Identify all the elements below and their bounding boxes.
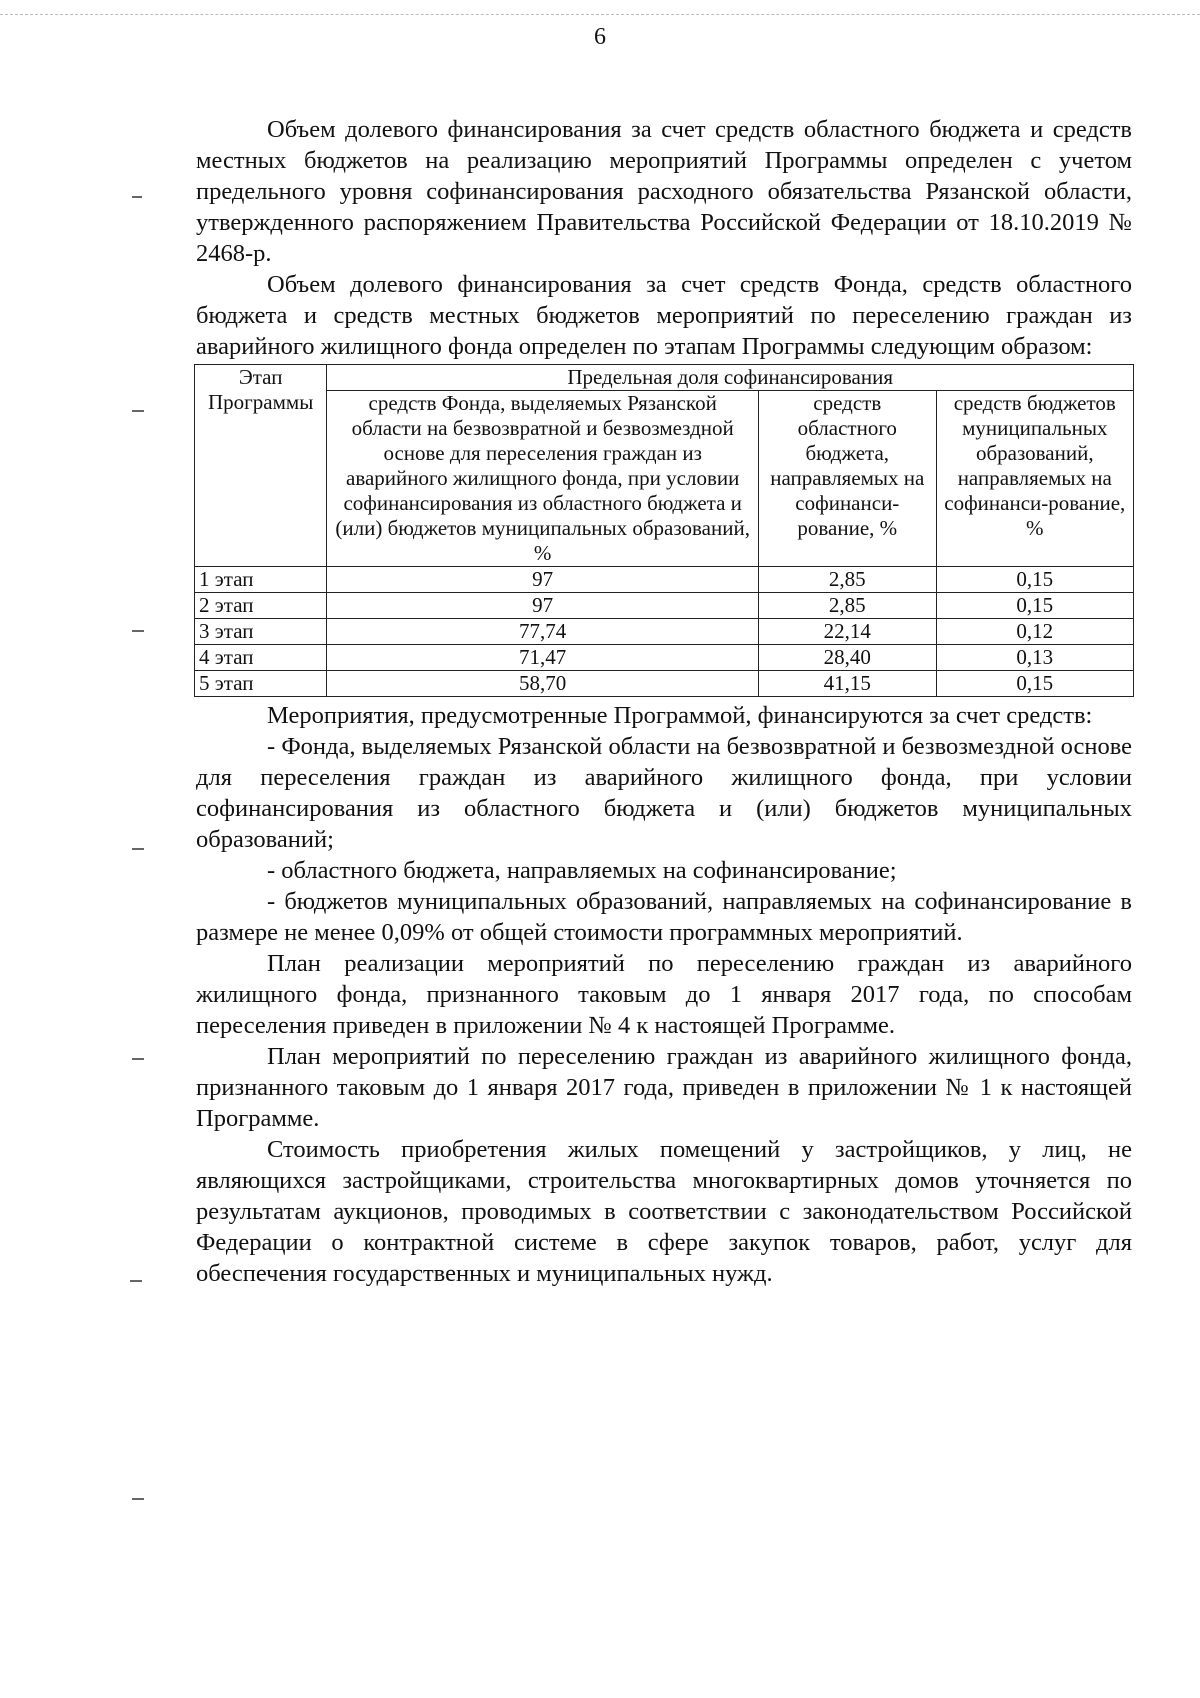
cell-regional: 2,85: [759, 593, 937, 619]
header-stage: Этап Программы: [195, 365, 327, 567]
scan-speck: [132, 1498, 144, 1500]
cofinancing-table: [194, 364, 1134, 697]
scan-speck: [132, 848, 144, 850]
cell-fund: 77,74: [327, 619, 759, 645]
cell-municipal: 0,15: [936, 567, 1133, 593]
cell-stage: 5 этап: [195, 671, 327, 697]
cell-fund: 97: [327, 593, 759, 619]
cell-fund: 71,47: [327, 645, 759, 671]
page-number: 6: [594, 24, 606, 50]
cell-regional: 22,14: [759, 619, 937, 645]
paragraph-implementation-plan: План реализации мероприятий по переселению граждан из аварийного жилищного фонда, признанного таковым до 1 января 2017 года, по способам переселения приведен в приложении № 4 к настоящей Программе.: [196, 950, 1132, 1039]
cell-municipal: 0,12: [936, 619, 1133, 645]
cell-regional: 2,85: [759, 567, 937, 593]
cell-municipal: 0,15: [936, 593, 1133, 619]
table-row: [195, 619, 1134, 645]
cell-regional: 41,15: [759, 671, 937, 697]
table-row: [195, 593, 1134, 619]
cell-stage: 1 этап: [195, 567, 327, 593]
cell-municipal: 0,13: [936, 645, 1133, 671]
cell-stage: 3 этап: [195, 619, 327, 645]
cell-stage: 2 этап: [195, 593, 327, 619]
scan-speck: [130, 1280, 142, 1282]
paragraph-activities-plan: План мероприятий по переселению граждан из аварийного жилищного фонда, признанного таковым до 1 января 2017 года, приведен в приложении № 1 к настоящей Программе.: [196, 1043, 1132, 1132]
cell-fund: 97: [327, 567, 759, 593]
scan-speck: [132, 1058, 144, 1060]
scan-speck: [132, 630, 144, 632]
table-subheader-row: [195, 391, 1134, 567]
cell-regional: 28,40: [759, 645, 937, 671]
cell-fund: 58,70: [327, 671, 759, 697]
document-body: [196, 114, 1132, 1289]
header-municipal-budget: средств бюджетов муниципальных образований, направляемых на софинанси-рование, %: [936, 391, 1133, 567]
list-item-municipal-budget: - бюджетов муниципальных образований, направляемых на софинансирование в размере не менее 0,09% от общей стоимости программных мероприятий.: [196, 888, 1132, 946]
table-row: [195, 645, 1134, 671]
paragraph-stage-shares-intro: Объем долевого финансирования за счет средств Фонда, средств областного бюджета и средств местных бюджетов мероприятий по переселению граждан из аварийного жилищного фонда определен по этапам Программы следующим образом:: [196, 271, 1132, 360]
scan-edge-line: [0, 14, 1200, 15]
list-item-regional-budget: - областного бюджета, направляемых на софинансирование;: [267, 857, 897, 884]
scan-speck: [132, 196, 142, 198]
header-cofinancing-share: Предельная доля софинансирования: [327, 365, 1134, 391]
list-item-fund: - Фонда, выделяемых Рязанской области на безвозвратной и безвозмездной основе для переселения граждан из аварийного жилищного фонда, при условии софинансирования из областного бюджета и (или) бюджетов муниципальных образований;: [196, 733, 1132, 853]
header-regional-budget: средств областного бюджета, направляемых на софинанси-рование, %: [759, 391, 937, 567]
table-header-row: [195, 365, 1134, 391]
paragraph-funding-sources: Мероприятия, предусмотренные Программой, финансируются за счет средств:: [267, 702, 1093, 729]
paragraph-cost-of-housing: Стоимость приобретения жилых помещений у застройщиков, у лиц, не являющихся застройщиками, строительства многоквартирных домов уточняется по результатам аукционов, проводимых в соответствии с законодательством Российской Федерации о контрактной системе в сфере закупок товаров, работ, услуг для обеспечения государственных и муниципальных нужд.: [196, 1136, 1132, 1287]
paragraph-cofinancing-level: Объем долевого финансирования за счет средств областного бюджета и средств местных бюджетов на реализацию мероприятий Программы определен с учетом предельного уровня софинансирования расходного обязательства Рязанской области, утвержденного распоряжением Правительства Российской Федерации от 18.10.2019 № 2468-р.: [196, 116, 1132, 267]
cell-municipal: 0,15: [936, 671, 1133, 697]
cell-stage: 4 этап: [195, 645, 327, 671]
header-fund: средств Фонда, выделяемых Рязанской области на безвозвратной и безвозмездной основе для переселения граждан из аварийного жилищного фонда, при условии софинансирования из областного бюджета и (или) бюджетов муниципальных образований, %: [327, 391, 759, 567]
table-row: [195, 567, 1134, 593]
table-row: [195, 671, 1134, 697]
scan-speck: [132, 410, 144, 412]
